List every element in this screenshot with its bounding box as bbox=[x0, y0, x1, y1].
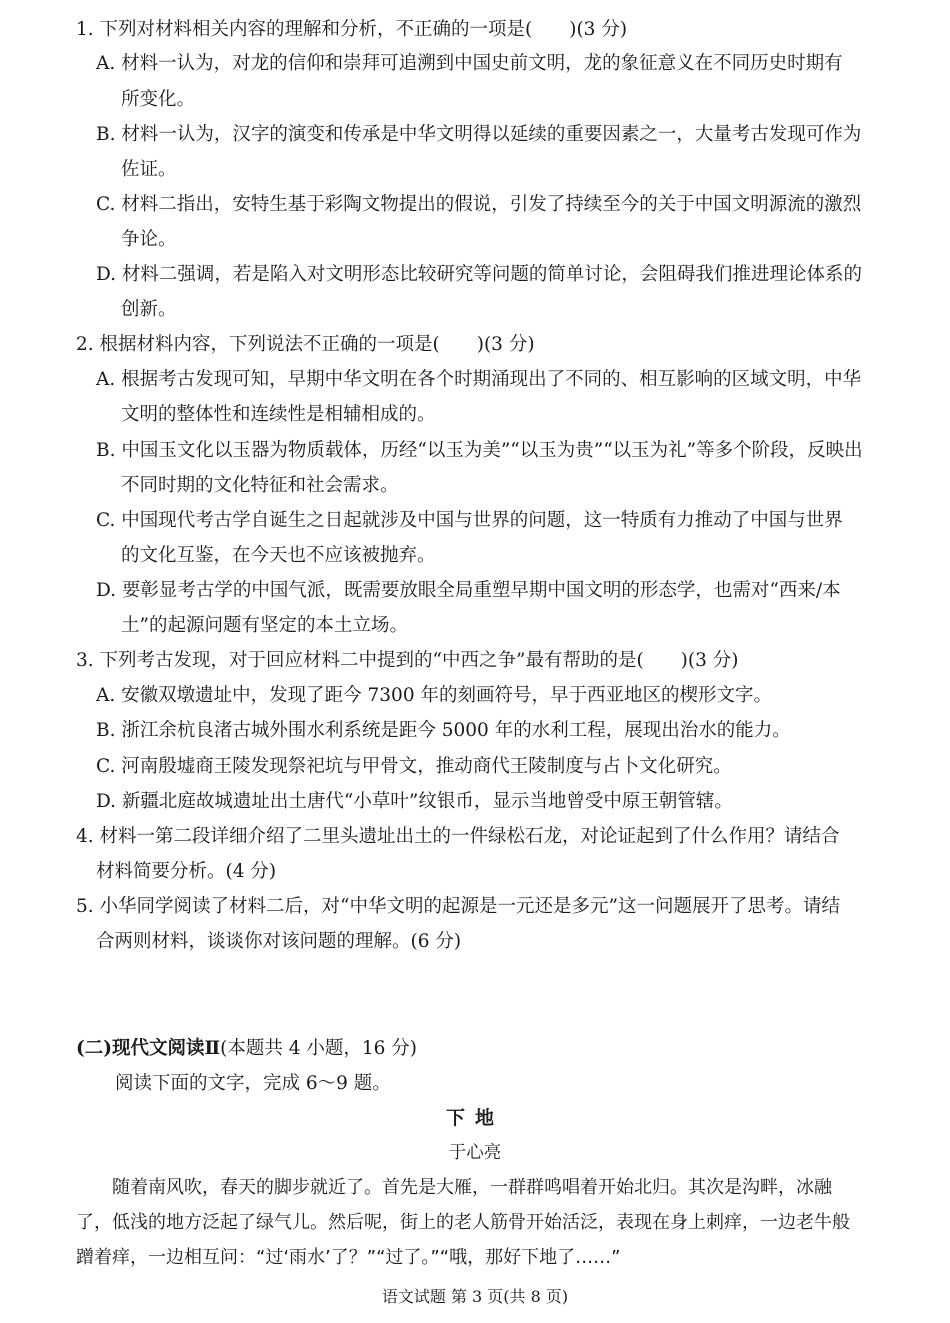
question-2-option-c-cont: 的文化互鉴，在今天也不应该被抛弃。 bbox=[121, 545, 436, 566]
question-4-stem: 4. 材料一第二段详细介绍了二里头遗址出土的一件绿松石龙，对论证起到了什么作用？请结合 bbox=[76, 826, 840, 847]
question-1-option-b: B. 材料一认为，汉字的演变和传承是中华文明得以延续的重要因素之一，大量考古发现可作为 bbox=[96, 124, 862, 145]
story-title: 下地 bbox=[445, 1107, 504, 1129]
question-2-option-d: D. 要彰显考古学的中国气派，既需要放眼全局重塑早期中国文明的形态学，也需对“西来/本 bbox=[96, 580, 841, 601]
question-1-option-a: A. 材料一认为，对龙的信仰和崇拜可追溯到中国史前文明，龙的象征意义在不同历史时期有 bbox=[96, 53, 843, 74]
story-paragraph-line-3: 蹭着痒，一边相互问：“过‘雨水’了？”“过了。”“哦，那好下地了……” bbox=[76, 1247, 621, 1268]
section-heading bbox=[76, 1031, 417, 1067]
question-3-stem: 3. 下列考古发现，对于回应材料二中提到的“中西之争”最有帮助的是( )(3 分) bbox=[76, 650, 739, 671]
question-2-option-a: A. 根据考古发现可知，早期中华文明在各个时期涌现出了不同的、相互影响的区域文明，中华 bbox=[96, 369, 862, 390]
question-2-option-a-cont: 文明的整体性和连续性是相辅相成的。 bbox=[121, 404, 436, 425]
question-2-option-b: B. 中国玉文化以玉器为物质载体，历经“以玉为美”“以玉为贵”“以玉为礼”等多个阶段，反映出 bbox=[96, 440, 863, 461]
story-author: 于心亮 bbox=[448, 1143, 502, 1163]
story-paragraph-line-1: 随着南风吹，春天的脚步就近了。首先是大雁，一群群鸣唱着开始北归。其次是沟畔，冰融 bbox=[76, 1177, 832, 1198]
question-1-option-d: D. 材料二强调，若是陷入对文明形态比较研究等问题的简单讨论，会阻碍我们推进理论体系的 bbox=[96, 264, 862, 285]
question-2-option-d-cont: 土”的起源问题有坚定的本土立场。 bbox=[121, 615, 408, 636]
question-3-option-b: B. 浙江余杭良渚古城外围水利系统是距今 5000 年的水利工程，展现出治水的能力。 bbox=[96, 720, 791, 741]
question-2-option-b-cont: 不同时期的文化特征和社会需求。 bbox=[121, 475, 399, 496]
section-note: (本题共 4 小题，16 分) bbox=[220, 1038, 417, 1059]
question-3-option-c: C. 河南殷墟商王陵发现祭祀坑与甲骨文，推动商代王陵制度与占卜文化研究。 bbox=[96, 756, 732, 777]
question-1-option-a-cont: 所变化。 bbox=[121, 89, 196, 110]
question-1-option-b-cont: 佐证。 bbox=[121, 159, 177, 180]
question-1-option-d-cont: 创新。 bbox=[121, 299, 177, 320]
section-instruction: 阅读下面的文字，完成 6～9 题。 bbox=[115, 1073, 391, 1094]
question-3-option-d: D. 新疆北庭故城遗址出土唐代“小草叶”纹银币，显示当地曾受中原王朝管辖。 bbox=[96, 791, 733, 812]
question-4-stem-cont: 材料简要分析。(4 分) bbox=[96, 861, 277, 882]
question-5-stem: 5. 小华同学阅读了材料二后，对“中华文明的起源是一元还是多元”这一问题展开了思考。请结 bbox=[76, 896, 840, 917]
question-2-option-c: C. 中国现代考古学自诞生之日起就涉及中国与世界的问题，这一特质有力推动了中国与世界 bbox=[96, 510, 843, 531]
question-3-option-a: A. 安徽双墩遗址中，发现了距今 7300 年的刻画符号，早于西亚地区的楔形文字。 bbox=[96, 685, 772, 706]
question-2-stem: 2. 根据材料内容，下列说法不正确的一项是( )(3 分) bbox=[76, 334, 535, 355]
page-footer: 语文试题 第 3 页(共 8 页) bbox=[381, 1287, 569, 1306]
question-1-option-c: C. 材料二指出，安特生基于彩陶文物提出的假说，引发了持续至今的关于中国文明源流的激烈 bbox=[96, 194, 862, 215]
story-paragraph-line-2: 了，低浅的地方泛起了绿气儿。然后呢，街上的老人筋骨开始活泛，表现在身上刺痒，一边老牛般 bbox=[76, 1212, 850, 1233]
section-title: (二)现代文阅读Ⅱ bbox=[76, 1038, 221, 1059]
question-1-stem: 1. 下列对材料相关内容的理解和分析，不正确的一项是( )(3 分) bbox=[76, 19, 628, 40]
question-1-option-c-cont: 争论。 bbox=[121, 229, 177, 250]
question-5-stem-cont: 合两则材料，谈谈你对该问题的理解。(6 分) bbox=[96, 931, 462, 952]
